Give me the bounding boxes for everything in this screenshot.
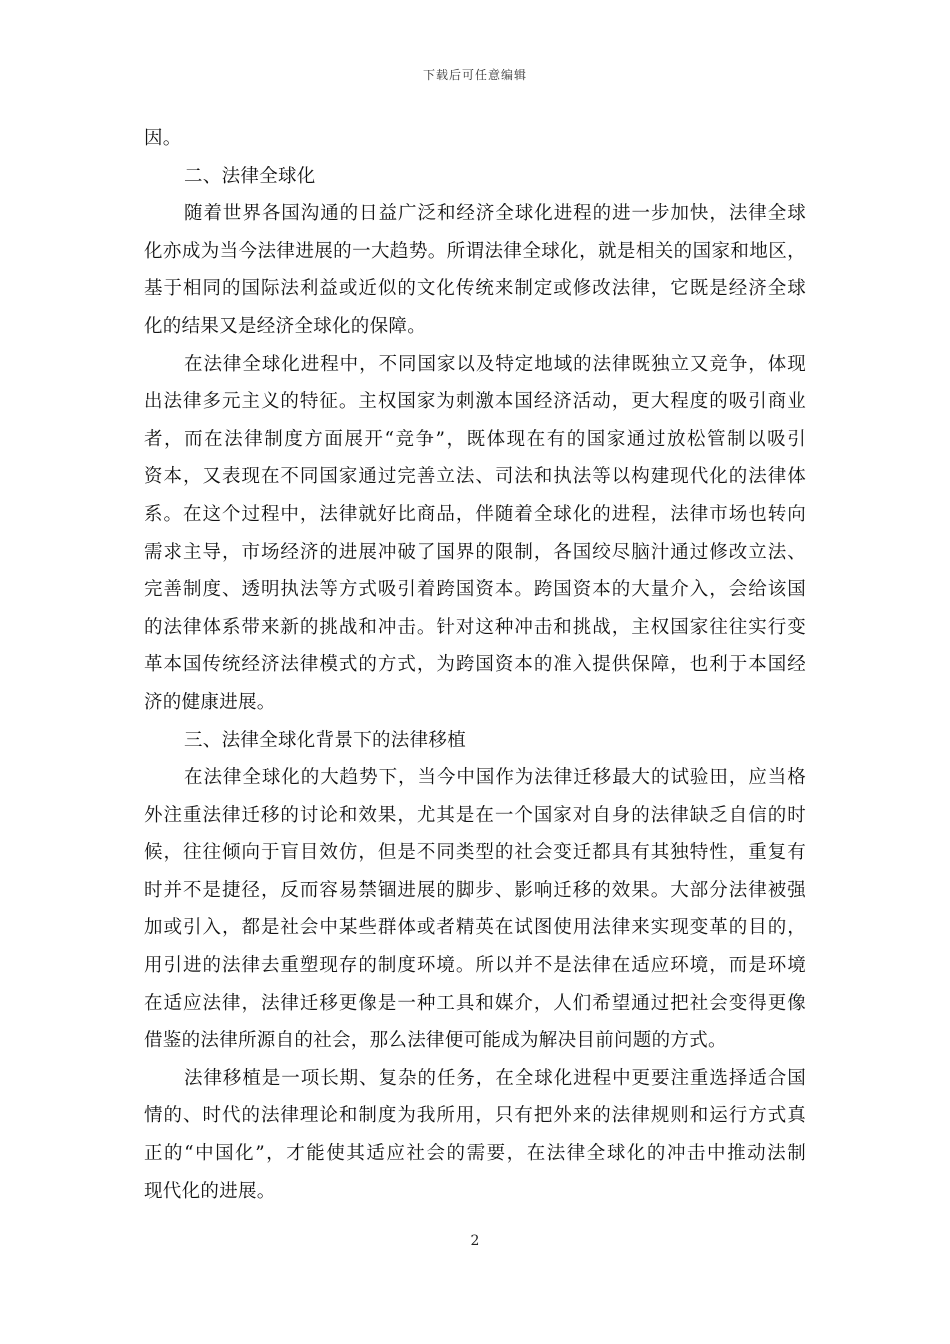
text-line: 完善制度、透明执法等方式吸引着跨国资本。跨国资本的大量介入，会给该国 [144, 579, 806, 601]
text-line: 济的健康进展。 [144, 691, 276, 713]
text-line: 的法律体系带来新的挑战和冲击。针对这种冲击和挑战，主权国家往往实行变 [144, 616, 806, 638]
text-line: 随着世界各国沟通的日益广泛和经济全球化进程的进一步加快，法律全球 [184, 203, 806, 225]
text-line: 因。 [144, 128, 182, 149]
page-number: 2 [470, 1233, 480, 1249]
text-line: 在适应法律，法律迁移更像是一种工具和媒介，人们希望通过把社会变得更像 [144, 992, 806, 1014]
text-line: 现代化的进展。 [144, 1180, 276, 1202]
text-line: 正的“中国化”，才能使其适应社会的需要，在法律全球化的冲击中推动法制 [144, 1143, 806, 1165]
text-line: 资本，又表现在不同国家通过完善立法、司法和执法等以构建现代化的法律体 [144, 466, 806, 488]
text-line: 系。在这个过程中，法律就好比商品，伴随着全球化的进程，法律市场也转向 [144, 503, 806, 525]
paragraph [144, 120, 806, 158]
text-line: 外注重法律迁移的讨论和效果，尤其是在一个国家对自身的法律缺乏自信的时 [144, 804, 806, 826]
text-line: 借鉴的法律所源自的社会，那么法律便可能成为解决目前问题的方式。 [144, 1030, 727, 1052]
text-line: 化的结果又是经济全球化的保障。 [144, 315, 427, 337]
text-line: 在法律全球化的大趋势下，当今中国作为法律迁移最大的试验田，应当格 [184, 767, 806, 789]
paragraph [144, 722, 806, 760]
text-line: 在法律全球化进程中，不同国家以及特定地域的法律既独立又竞争，体现 [184, 353, 806, 375]
text-line: 用引进的法律去重塑现存的制度环境。所以并不是法律在适应环境，而是环境 [144, 955, 806, 977]
paragraph [144, 158, 806, 196]
text-line: 出法律多元主义的特征。主权国家为刺激本国经济活动，更大程度的吸引商业 [144, 391, 806, 413]
paragraph [144, 759, 806, 1060]
text-line: 基于相同的国际法利益或近似的文化传统来制定或修改法律，它既是经济全球 [144, 278, 806, 300]
paragraph [144, 1060, 806, 1210]
paragraph [144, 346, 806, 722]
text-line: 者，而在法律制度方面展开“竞争”，既体现在有的国家通过放松管制以吸引 [144, 428, 806, 450]
page-header: 下载后可任意编辑 [422, 68, 527, 82]
text-line: 二、法律全球化 [184, 165, 316, 187]
text-line: 情的、时代的法律理论和制度为我所用，只有把外来的法律规则和运行方式真 [144, 1105, 806, 1127]
text-line: 加或引入，都是社会中某些群体或者精英在试图使用法律来实现变革的目的， [144, 917, 806, 939]
text-line: 时并不是捷径，反而容易禁锢进展的脚步、影响迁移的效果。大部分法律被强 [144, 879, 806, 901]
text-line: 法律移植是一项长期、复杂的任务，在全球化进程中更要注重选择适合国 [184, 1067, 806, 1089]
text-line: 三、法律全球化背景下的法律移植 [184, 729, 467, 751]
text-line: 候，往往倾向于盲目效仿，但是不同类型的社会变迁都具有其独特性，重复有 [144, 842, 806, 864]
body-text [144, 120, 806, 1210]
text-line: 革本国传统经济法律模式的方式，为跨国资本的准入提供保障，也利于本国经 [144, 654, 806, 676]
text-line: 需求主导，市场经济的进展冲破了国界的限制，各国绞尽脑汁通过修改立法、 [144, 541, 806, 563]
paragraph [144, 195, 806, 345]
text-line: 化亦成为当今法律进展的一大趋势。所谓法律全球化，就是相关的国家和地区， [144, 240, 806, 262]
